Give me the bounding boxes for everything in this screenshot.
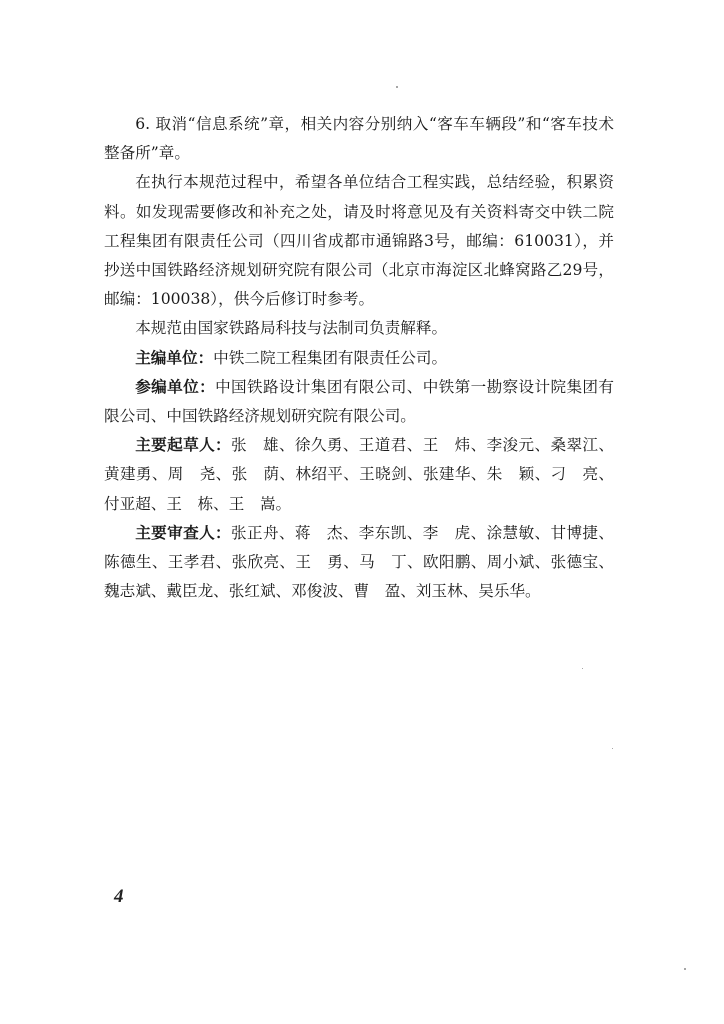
scan-speck xyxy=(612,748,613,749)
main-drafters-label: 主要起草人： xyxy=(135,436,232,455)
paragraph-text: 本规范由国家铁路局科技与法制司负责解释。 xyxy=(135,319,448,338)
paragraph-chief-editor xyxy=(104,344,614,373)
main-reviewers-label: 主要审查人： xyxy=(135,523,232,542)
scan-speck xyxy=(582,668,583,669)
scan-speck xyxy=(396,86,398,88)
paragraph-interpretation xyxy=(104,314,614,343)
paragraph-main-drafters xyxy=(104,431,614,519)
participating-units-label: 参编单位： xyxy=(135,377,216,396)
participating-units-value: 中国铁路设计集团有限公司、中铁第一勘察设计院集团有限公司、中国铁路经济规划研究院有限公司。 xyxy=(104,377,614,426)
paragraph-text: 6. 取消“信息系统”章，相关内容分别纳入“客车车辆段”和“客车技术整备所”章。 xyxy=(104,115,614,163)
paragraph-participating-units xyxy=(104,373,614,431)
chief-editor-value: 中铁二院工程集团有限责任公司。 xyxy=(213,348,448,367)
paragraph-revision-item-6 xyxy=(104,110,614,168)
scan-speck xyxy=(684,968,686,970)
paragraph-text: 在执行本规范过程中，希望各单位结合工程实践，总结经验，积累资料。如发现需要修改和补充之处，请及时将意见及有关资料寄交中铁二院工程集团有限责任公司（四川省成都市通锦路3号，邮编：610031），并抄送中国铁路经济规划研究院有限公司（北京市海淀区北蜂窝路乙29号，邮编：100038），供今后修订时参考。 xyxy=(104,173,614,309)
chief-editor-label: 主编单位： xyxy=(135,348,214,367)
page-number: 4 xyxy=(114,886,124,907)
main-drafters-value: 张 雄、徐久勇、王道君、王 炜、李浚元、桑翠江、黄建勇、周 尧、张 荫、林绍平、王晓剑、张建华、朱 颖、刁 亮、付亚超、王 栋、王 嵩。 xyxy=(104,436,614,513)
paragraph-main-reviewers xyxy=(104,519,614,607)
main-reviewers-value: 张正舟、蒋 杰、李东凯、李 虎、涂慧敏、甘博捷、陈德生、王孝君、张欣亮、王 勇、马 丁、欧阳鹏、周小斌、张德宝、魏志斌、戴臣龙、张红斌、邓俊波、曹 盈、刘玉林、吴乐华。 xyxy=(104,523,614,601)
paragraph-feedback-request xyxy=(104,168,614,314)
body-text xyxy=(104,110,614,606)
